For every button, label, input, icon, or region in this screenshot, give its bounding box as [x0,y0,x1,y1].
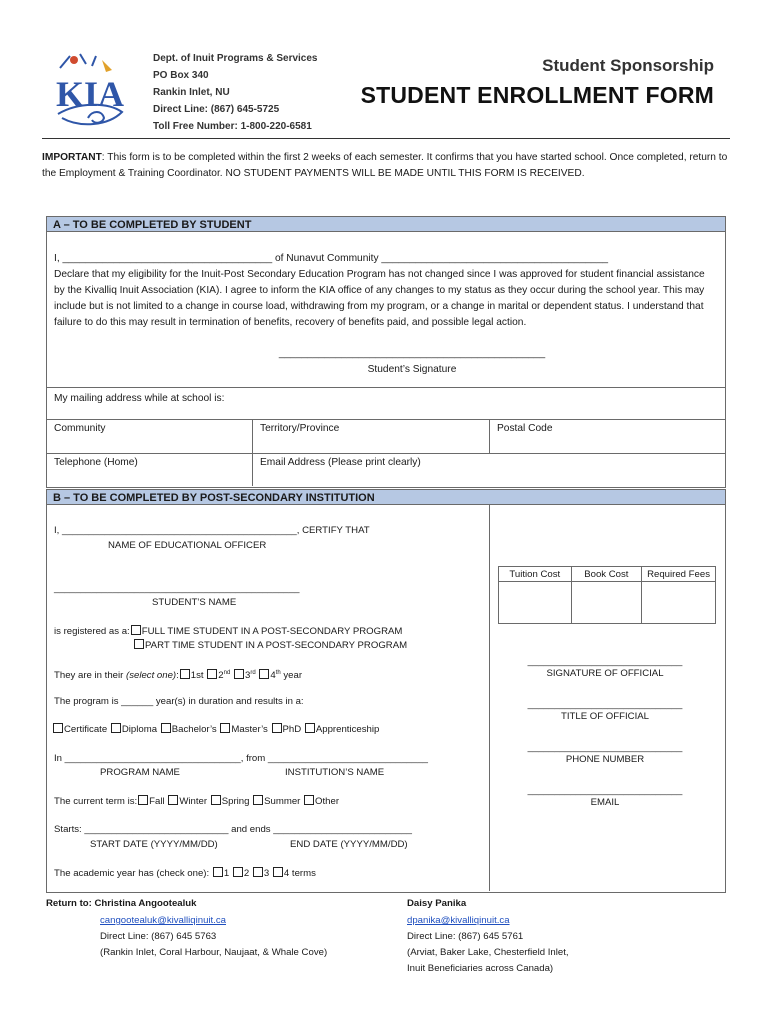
student-name-label: STUDENT’S NAME [152,597,237,608]
year-word: year [283,670,303,682]
bachelors-label: Bachelor’s [171,724,217,735]
divider [489,505,490,891]
student-signature-line[interactable]: _______________________________________________ [278,348,546,359]
year1-checkbox[interactable] [180,669,190,679]
toll-free: Toll Free Number: 1-800-220-6581 [153,121,312,132]
masters-label: Master’s [231,724,268,735]
apprenticeship-label: Apprenticeship [315,724,380,735]
mailing-address-label: My mailing address while at school is: [54,393,225,404]
certificate-checkbox[interactable] [53,723,63,733]
winter-checkbox[interactable] [168,795,178,805]
official-signature-label: SIGNATURE OF OFFICIAL [546,668,664,679]
year4-suffix: th [275,670,281,676]
community-field[interactable]: Community [54,423,106,434]
terms3-checkbox[interactable] [253,867,263,877]
official-title-field[interactable]: _____________________________ [527,699,683,710]
terms2-checkbox[interactable] [233,867,243,877]
other-checkbox[interactable] [304,795,314,805]
terms2-label: 2 [243,868,250,879]
daisy-name: Daisy Panika [407,898,467,909]
direct-line: Direct Line: (867) 645-5725 [153,104,280,115]
email-field[interactable]: Email Address (Please print clearly) [260,457,421,468]
term-prefix: The current term is: [54,796,138,807]
diploma-label: Diploma [121,724,158,735]
registered-row [54,625,402,639]
city: Rankin Inlet, NU [153,87,230,98]
important-text: : This form is to be completed within the first 2 weeks of each semester. It confirms that you have started school. Once completed, return to the Employment & Training Coordinator. NO STUDENT PAYMENTS WILL BE MADE UNTIL THIS FORM IS RECEIVED. [42,152,728,179]
summer-checkbox[interactable] [253,795,263,805]
daisy-region-2: Inuit Beneficiaries across Canada) [407,963,554,974]
cost-table [498,566,716,624]
student-name-field[interactable]: ______________________________________________ [54,583,300,594]
required-fees-input[interactable] [642,582,716,624]
year1-label: 1st [190,670,204,682]
student-name-line[interactable]: I, _____________________________________ of Nunavut Community ________________________________________ [54,253,609,264]
divider [46,419,726,420]
program-line[interactable]: In _________________________________, from ______________________________ [54,753,428,764]
year3-label: 3 [244,670,251,682]
institution-name-label: INSTITUTION’S NAME [285,767,385,778]
postal-code-field[interactable]: Postal Code [497,423,553,434]
year2-label: 2 [218,670,224,682]
divider [46,387,726,388]
spring-label: Spring [221,796,250,807]
christina-email-link[interactable]: cangootealuk@kivalliqinuit.ca [100,915,227,926]
year2-checkbox[interactable] [207,669,217,679]
full-time-label: FULL TIME STUDENT IN A POST-SECONDARY PROGRAM [141,626,403,637]
program-name-label: PROGRAM NAME [100,767,180,778]
dept-name: Dept. of Inuit Programs & Services [153,53,318,64]
phone-number-field[interactable]: _____________________________ [527,742,683,753]
part-time-row [133,639,407,653]
tuition-cost-header: Tuition Cost [499,567,572,582]
form-subtitle: Student Sponsorship [542,56,714,75]
year4-checkbox[interactable] [259,669,269,679]
return-to: Return to: Christina Angootealuk [46,898,197,909]
end-date-label: END DATE (YYYY/MM/DD) [290,839,408,850]
po-box: PO Box 340 [153,70,209,81]
bachelors-checkbox[interactable] [161,723,171,733]
section-b-heading: B – TO BE COMPLETED BY POST-SECONDARY INSTITUTION [46,489,726,505]
territory-field[interactable]: Territory/Province [260,423,340,434]
official-title-label: TITLE OF OFFICIAL [561,711,649,722]
terms3-label: 3 [263,868,270,879]
certificate-label: Certificate [64,724,108,735]
registered-label: is registered as a: [54,626,130,637]
summer-label: Summer [264,796,301,807]
academic-label: The academic year has (check one): [54,868,210,879]
year-row [54,666,302,683]
book-cost-header: Book Cost [571,567,641,582]
credential-row [52,723,379,737]
official-email-label: EMAIL [590,797,620,808]
header-divider [42,138,730,139]
daisy-email-link[interactable]: dpanika@kivalliqinuit.ca [407,915,510,926]
terms1-label: 1 [223,868,230,879]
academic-row [54,867,316,881]
terms1-checkbox[interactable] [213,867,223,877]
term-row [54,795,339,809]
terms4-label: 4 terms [283,868,316,879]
kia-inukshuk-logo-icon [40,48,140,132]
telephone-field[interactable]: Telephone (Home) [54,457,138,468]
year2-suffix: nd [223,670,231,676]
daisy-region-1: (Arviat, Baker Lake, Chesterfield Inlet, [407,947,569,958]
svg-text:KIA: KIA [55,74,125,114]
christina-region: (Rankin Inlet, Coral Harbour, Naujaat, & Whale Cove) [100,947,328,958]
diploma-checkbox[interactable] [111,723,121,733]
declaration-text: Declare that my eligibility for the Inuit-Post Secondary Education Program has not changed since I was approved for student financial assistance by the Kivalliq Inuit Association (KIA). I agree to inform the KIA office of any changes to my status as they occur during the school year. This may include but is not limited to a change in course load, withdrawing from my program, or a change in marital or dependent status. I understand that failure to do this may result in termination of benefits, recovery of benefits paid, and possible legal action. [54,269,705,328]
important-notice [42,150,730,182]
official-email-field[interactable]: _____________________________ [527,785,683,796]
student-signature-label: Student’s Signature [367,364,457,375]
year-colon: : [176,670,179,682]
terms4-checkbox[interactable] [273,867,283,877]
divider [489,419,490,453]
spring-checkbox[interactable] [211,795,221,805]
full-time-checkbox[interactable] [131,625,141,635]
officer-label: NAME OF EDUCATIONAL OFFICER [108,540,267,551]
daisy-direct-line: Direct Line: (867) 645 5761 [407,931,524,942]
form-title: STUDENT ENROLLMENT FORM [360,82,714,108]
required-fees-header: Required Fees [642,567,716,582]
official-signature-field[interactable]: _____________________________ [527,656,683,667]
fall-checkbox[interactable] [138,795,148,805]
part-time-label: PART TIME STUDENT IN A POST-SECONDARY PROGRAM [145,640,408,651]
tuition-cost-input[interactable] [499,582,572,624]
divider [46,453,726,454]
select-one: (select one) [126,670,177,682]
year3-checkbox[interactable] [234,669,244,679]
fall-label: Fall [149,796,165,807]
book-cost-input[interactable] [571,582,641,624]
masters-checkbox[interactable] [220,723,230,733]
year3-suffix: rd [250,670,256,676]
section-a-heading: A – TO BE COMPLETED BY STUDENT [46,216,726,232]
start-date-label: START DATE (YYYY/MM/DD) [90,839,218,850]
certify-line[interactable]: I, ____________________________________________, CERTIFY THAT [54,525,370,536]
other-label: Other [315,796,340,807]
year-prefix: They are in their [54,670,126,682]
christina-direct-line: Direct Line: (867) 645 5763 [100,931,217,942]
winter-label: Winter [179,796,208,807]
phd-checkbox[interactable] [272,723,282,733]
duration-line[interactable]: The program is ______ year(s) in duration and results in a: [54,696,304,707]
dates-line[interactable]: Starts: ___________________________ and ends __________________________ [54,824,412,835]
kia-logo [40,48,140,132]
year4-label: 4 [270,670,276,682]
apprenticeship-checkbox[interactable] [305,723,315,733]
important-label: IMPORTANT [42,152,102,163]
phone-number-label: PHONE NUMBER [565,754,645,765]
phd-label: PhD [282,724,302,735]
part-time-checkbox[interactable] [134,639,144,649]
